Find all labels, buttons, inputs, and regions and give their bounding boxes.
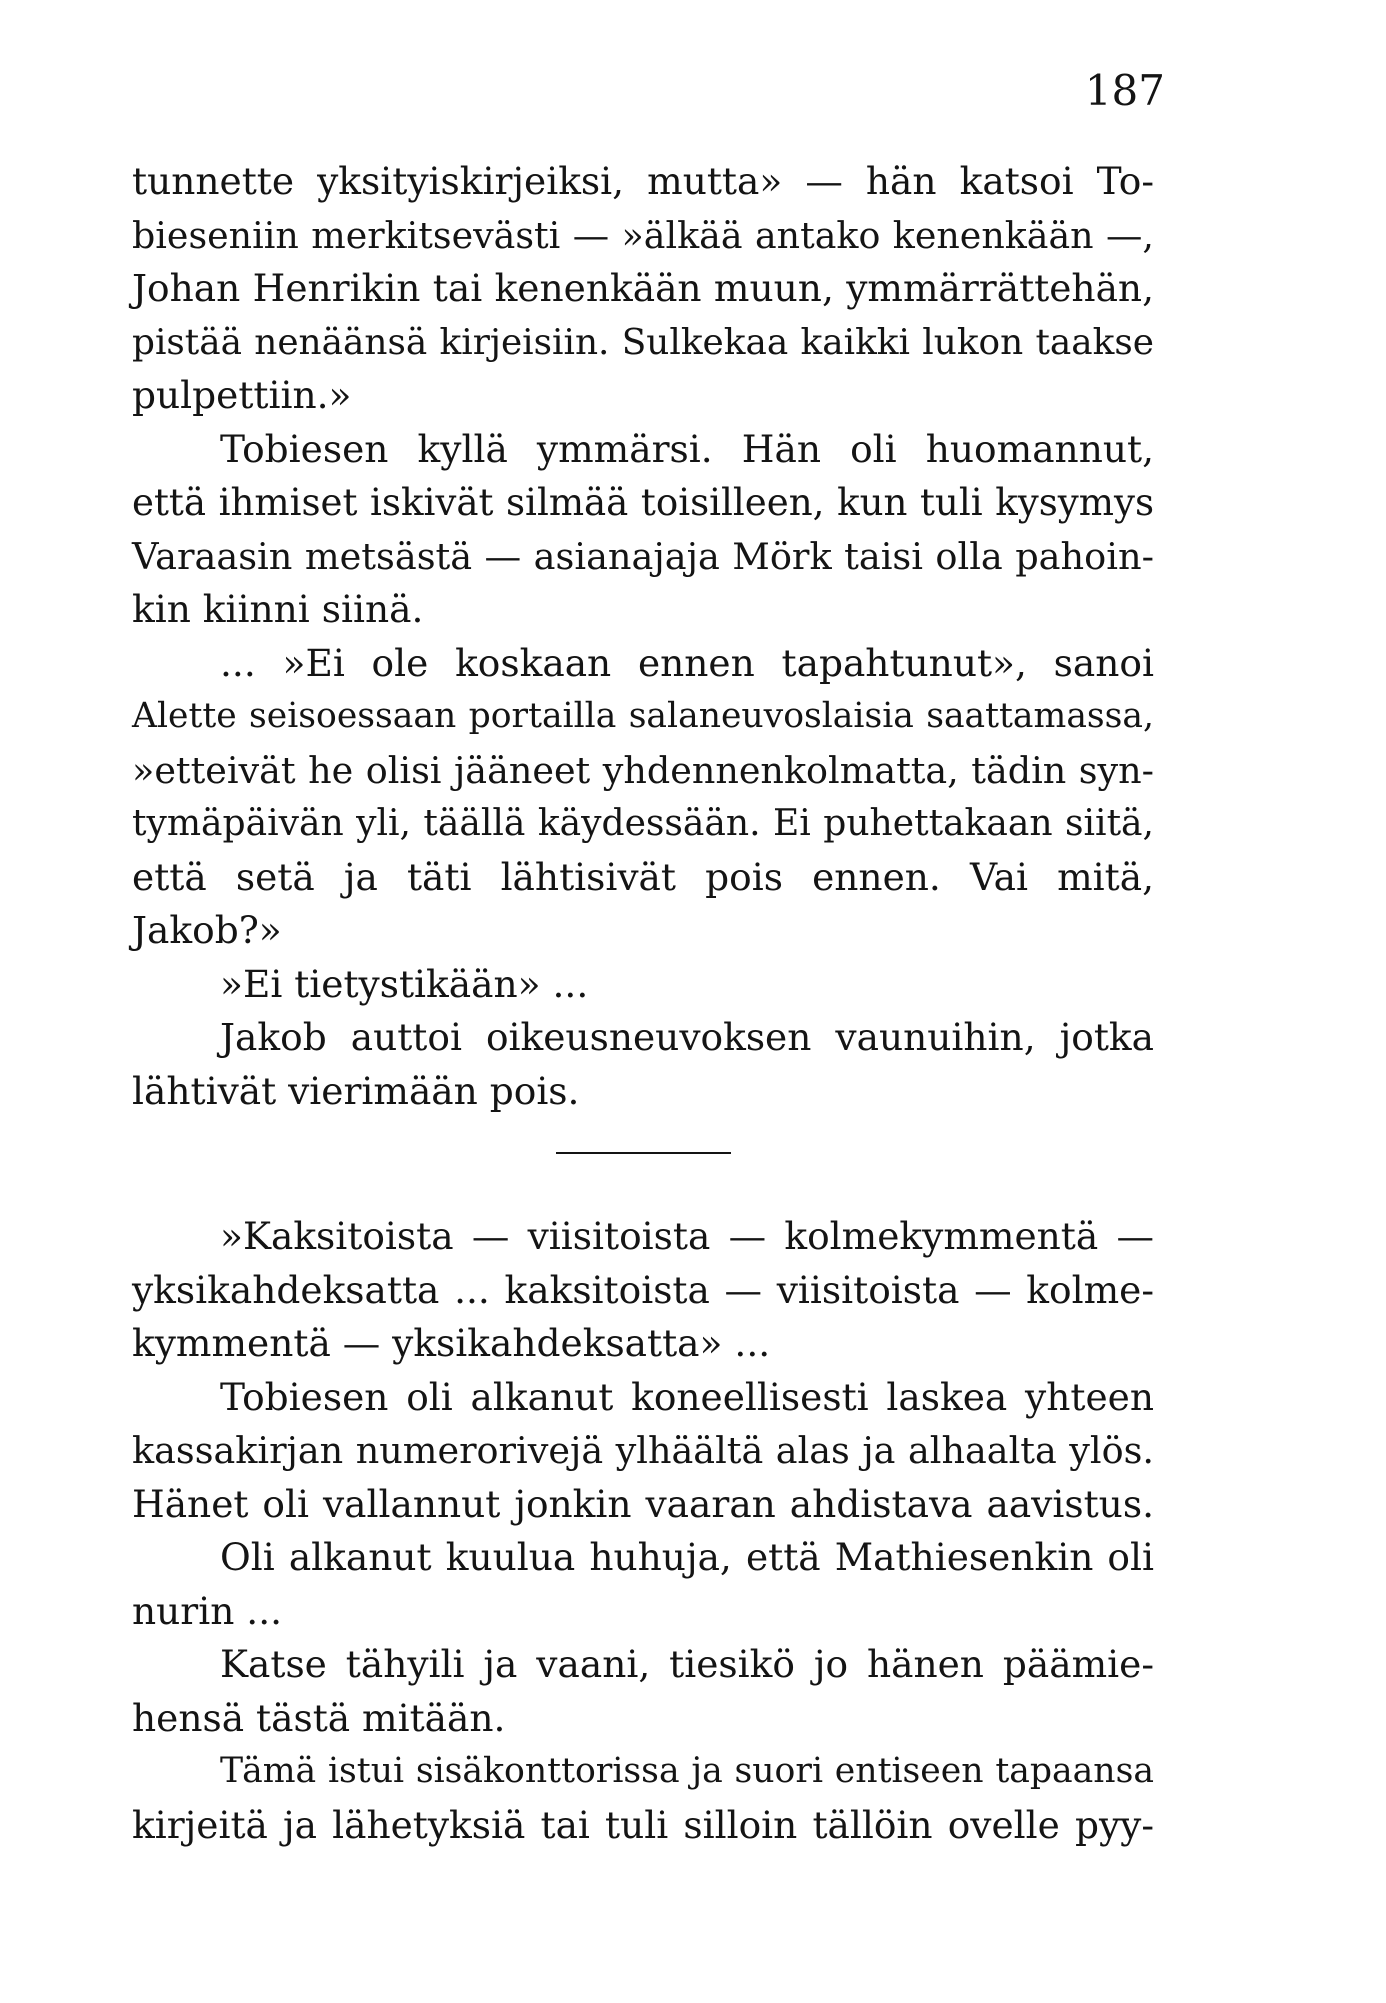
text-line: Katse tähyili ja vaani, tiesikö jo hänen päämie- (220, 1642, 1154, 1686)
text-line: Varaasin metsästä — asianajaja Mörk taisi olla pahoin- (132, 534, 1154, 578)
paragraph (132, 1531, 1154, 1638)
text-line: Jakob auttoi oikeusneuvoksen vaunuihin, jotka (220, 1015, 1154, 1059)
text-line: »Kaksitoista — viisitoista — kolmekymmentä — (220, 1214, 1154, 1258)
text-line: kin kiinni siinä. (132, 587, 424, 631)
text-line: bieseniin merkitsevästi — »älkää antako kenenkään —, (132, 213, 1154, 257)
text-line: Alette seisoessaan portailla salaneuvoslaisia saattamassa, (132, 696, 1154, 736)
text-line: Oli alkanut kuulua huhuja, että Mathiesenkin oli (220, 1535, 1154, 1579)
paragraph (132, 1371, 1154, 1532)
text-line: Tobiesen kyllä ymmärsi. Hän oli huomannut, (220, 426, 1154, 471)
text-line: »Ei tietystikään» ... (220, 961, 589, 1006)
text-line: Tobiesen oli alkanut koneellisesti laskea yhteen (220, 1374, 1154, 1419)
paragraph (132, 958, 1154, 1012)
paragraph (132, 1210, 1154, 1371)
text-line: yksikahdeksatta ... kaksitoista — viisitoista — kolme- (132, 1267, 1154, 1312)
text-line: pulpettiin.» (132, 373, 352, 417)
text-line: kassakirjan numerorivejä ylhäältä alas ja alhaalta ylös. (132, 1429, 1154, 1472)
text-section-1 (132, 155, 1154, 1118)
paragraph (132, 1745, 1154, 1852)
paragraph (132, 1011, 1154, 1118)
text-line: että ihmiset iskivät silmää toisilleen, kun tuli kysymys (132, 481, 1154, 524)
text-line: kymmentä — yksikahdeksatta» ... (132, 1321, 771, 1365)
text-line: että setä ja täti lähtisivät pois ennen. Vai mitä, (132, 854, 1154, 899)
text-line: kirjeitä ja lähetyksiä tai tuli silloin tällöin ovelle pyy- (132, 1802, 1154, 1847)
text-line: Tämä istui sisäkonttorissa ja suori entiseen tapaansa (220, 1751, 1154, 1791)
text-line: tunnette yksityiskirjeiksi, mutta» — hän katsoi To- (132, 159, 1154, 203)
text-line: pistää nenäänsä kirjeisiin. Sulkekaa kaikki lukon taakse (132, 321, 1154, 363)
section-divider (556, 1152, 731, 1154)
text-line: »etteivät he olisi jääneet yhdennenkolmatta, tädin syn- (132, 748, 1154, 792)
paragraph (132, 423, 1154, 637)
text-line: Jakob?» (132, 908, 282, 952)
text-line: nurin ... (132, 1588, 283, 1633)
text-line: Hänet oli vallannut jonkin vaaran ahdistava aavistus. (132, 1481, 1154, 1526)
text-section-2 (132, 1210, 1154, 1852)
text-line: Johan Henrikin tai kenenkään muun, ymmärrättehän, (132, 266, 1154, 310)
text-line: hensä tästä mitään. (132, 1695, 506, 1740)
paragraph (132, 155, 1154, 423)
text-line: lähtivät vierimään pois. (132, 1068, 580, 1113)
text-line: ... »Ei ole koskaan ennen tapahtunut», sanoi (220, 640, 1154, 685)
paragraph (132, 1638, 1154, 1745)
page-number: 187 (1084, 66, 1165, 115)
paragraph (132, 637, 1154, 958)
text-line: tymäpäivän yli, täällä käydessään. Ei puhettakaan siitä, (132, 802, 1154, 844)
